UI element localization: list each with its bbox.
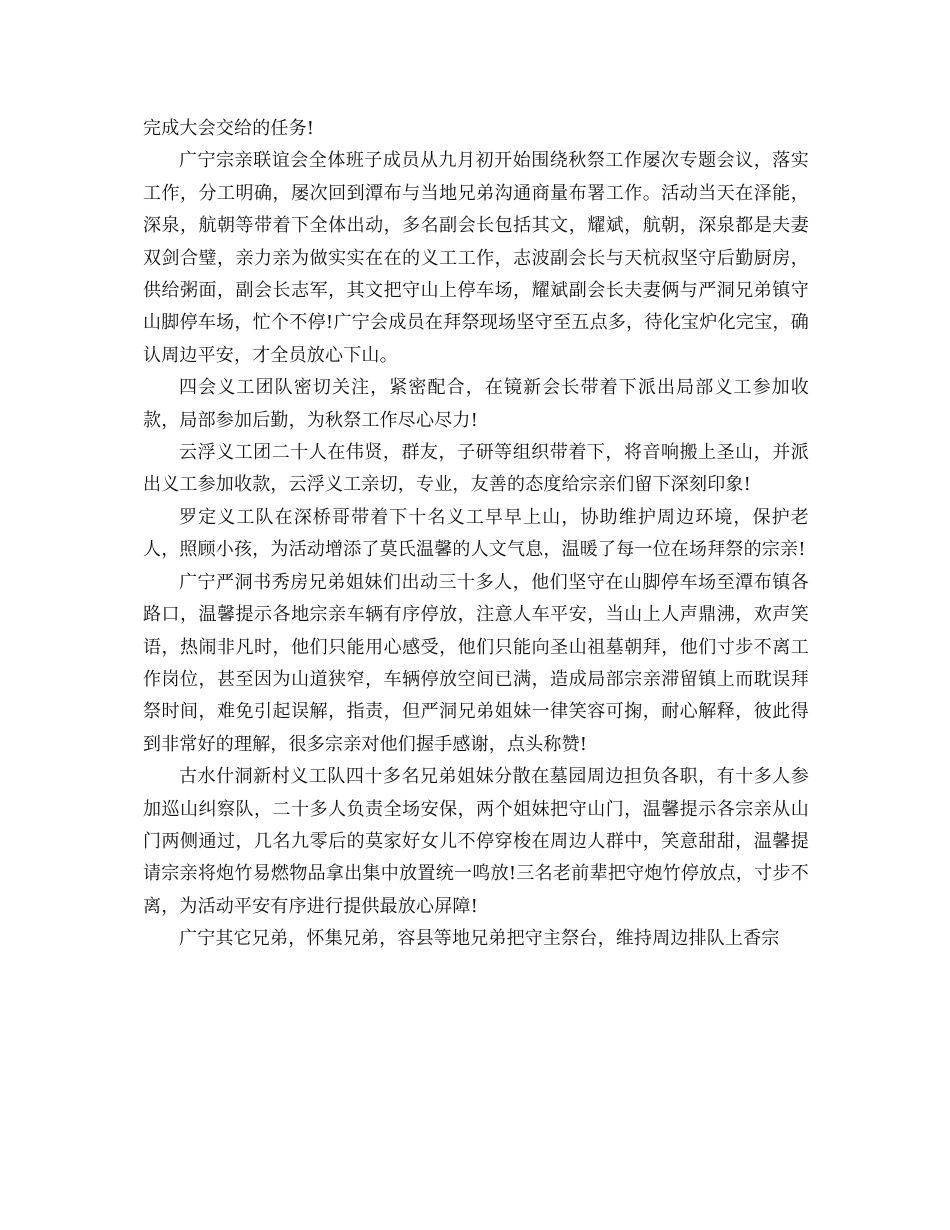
- paragraph-guangning-committee: 广宁宗亲联谊会全体班子成员从九月初开始围绕秋祭工作屡次专题会议，落实工作，分工明确，屡次回到潭布与当地兄弟沟通商量布署工作。活动当天在泽能，深泉，航朝等带着下全体出动，多名副会长包括其文，耀斌，航朝，深泉都是夫妻双剑合璧，亲力亲为做实实在在的义工工作，志波副会长与天杭叔坚守后勤厨房，供给粥面，副会长志军，其文把守山上停车场，耀斌副会长夫妻俩与严洞兄弟镇守山脚停车场，忙个不停!广宁会成员在拜祭现场坚守至五点多，待化宝炉化完宝，确认周边平安，才全员放心下山。: [143, 150, 809, 366]
- paragraph-yunfu-volunteers: 云浮义工团二十人在伟贤，群友，子研等组织带着下，将音响搬上圣山，并派出义工参加收款，云浮义工亲切，专业，友善的态度给宗亲们留下深刻印象!: [143, 442, 809, 496]
- paragraph-sihui-volunteers: 四会义工团队密切关注，紧密配合，在镜新会长带着下派出局部义工参加收款，局部参加后勤，为秋祭工作尽心尽力!: [143, 377, 809, 431]
- document-body: [143, 113, 809, 956]
- paragraph-other-brothers: 广宁其它兄弟，怀集兄弟，容县等地兄弟把守主祭台，维持周边排队上香宗: [179, 928, 780, 950]
- paragraph-continuation: 完成大会交给的任务!: [143, 118, 315, 139]
- paragraph-luoding-volunteers: 罗定义工队在深桥哥带着下十名义工早早上山，协助维护周边环境，保护老人，照顾小孩，为活动增添了莫氏温馨的人文气息，温暖了每一位在场拜祭的宗亲!: [143, 506, 809, 561]
- paragraph-gushui-volunteers: 古水什洞新村义工队四十多名兄弟姐妹分散在墓园周边担负各职，有十多人参加巡山纠察队，二十多人负责全场安保，两个姐妹把守山门，温馨提示各宗亲从山门两侧通过，几名九零后的莫家好女儿不停穿梭在周边人群中，笑意甜甜，温馨提请宗亲将炮竹易燃物品拿出集中放置统一鸣放!三名老前辈把守炮竹停放点，寸步不离，为活动平安有序进行提供最放心屏障!: [143, 766, 809, 917]
- paragraph-yandong-volunteers: 广宁严洞书秀房兄弟姐妹们出动三十多人，他们坚守在山脚停车场至潭布镇各路口，温馨提示各地宗亲车辆有序停放，注意人车平安，当山上人声鼎沸，欢声笑语，热闹非凡时，他们只能用心感受，他们只能向圣山祖墓朝拜，他们寸步不离工作岗位，甚至因为山道狭窄，车辆停放空间已满，造成局部宗亲滞留镇上而耽误拜祭时间，难免引起误解，指责，但严洞兄弟姐妹一律笑容可掬，耐心解释，彼此得到非常好的理解，很多宗亲对他们握手感谢，点头称赞!: [143, 571, 809, 755]
